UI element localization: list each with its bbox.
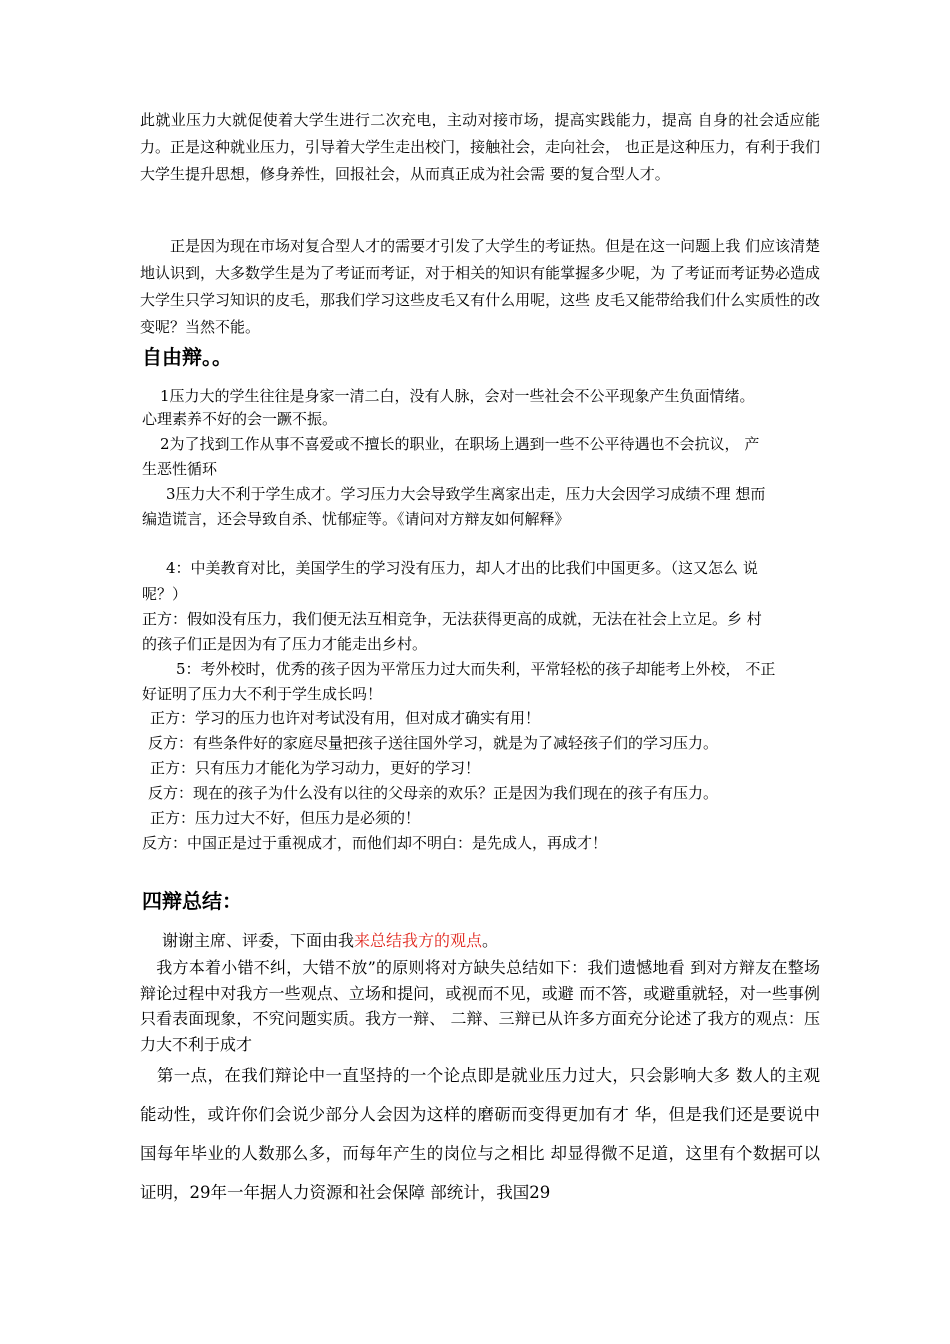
- heading-fourth-debater-summary: 四辩总结：: [142, 889, 242, 913]
- summary-thanks-end: 。: [482, 931, 499, 950]
- summary-thanks-line: [162, 930, 498, 952]
- free-debate-line: 正方：压力过大不好，但压力是必须的！: [150, 809, 421, 827]
- free-debate-line: 编造谎言，还会导致自杀、忧郁症等。《请问对方辩友如何解释》: [142, 510, 570, 528]
- free-debate-line: 呢？）: [142, 585, 188, 603]
- free-debate-line: 2为了找到工作从事不喜爱或不擅长的职业，在职场上遇到一些不公平待遇也不会抗议， 产: [160, 435, 760, 453]
- heading-free-debate: 自由辩。。: [142, 345, 232, 369]
- free-debate-line: 正方：学习的压力也许对考试没有用，但对成才确实有用！: [150, 709, 541, 727]
- free-debate-line: 4：中美教育对比，美国学生的学习没有压力，却人才出的比我们中国更多。（这又怎么 说: [166, 559, 758, 577]
- paragraph-employment-pressure: 此就业压力大就促使着大学生进行二次充电，主动对接市场，提高实践能力，提高 自身的社会适应能力。正是这种就业压力，引导着大学生走出校门，接触社会，走向社会， 也正是这种压力，有利于我们大学生提升思想，修身养性，回报社会，从而真正成为社会需 要的复合型人才。: [140, 111, 820, 183]
- free-debate-line: 正方：只有压力才能化为学习动力，更好的学习！: [150, 759, 481, 777]
- free-debate-line: 好证明了压力大不利于学生成长吗！: [142, 685, 383, 703]
- summary-highlight-text: 来总结我方的观点: [354, 931, 483, 950]
- free-debate-line: 心理素养不好的会一蹶不振。: [142, 410, 338, 428]
- free-debate-line: 1压力大的学生往往是身家一清二白，没有人脉，会对一些社会不公平现象产生负面情绪。: [160, 387, 755, 405]
- free-debate-line: 生恶性循环: [142, 460, 218, 478]
- summary-thanks-text: 谢谢主席、评委，下面由我: [162, 931, 355, 950]
- free-debate-line: 反方：现在的孩子为什么没有以往的父母亲的欢乐？正是因为我们现在的孩子有压力。: [148, 784, 719, 802]
- free-debate-line: 的孩子们正是因为有了压力才能走出乡村。: [142, 635, 428, 653]
- free-debate-line: 反方：中国正是过于重视成才，而他们却不明白：是先成人，再成才！: [142, 834, 608, 852]
- free-debate-line: 反方：有些条件好的家庭尽量把孩子送往国外学习，就是为了减轻孩子们的学习压力。: [148, 734, 719, 752]
- summary-body-paragraph: 我方本着小错不纠，大错不放”的原则将对方缺失总结如下：我们遗憾地看 到对方辩友在整场辩论过程中对我方一些观点、立场和提问，或视而不见，或避 而不答，或避重就轻，对一些事例只看表面现象，不究问题实质。我方一辩、 二辩、三辩已从许多方面充分论述了我方的观点：压力大不利于成才: [140, 958, 820, 1054]
- free-debate-line: 正方：假如没有压力，我们便无法互相竞争，无法获得更高的成就，无法在社会上立足。乡 村: [142, 610, 762, 628]
- free-debate-line: 5：考外校时，优秀的孩子因为平常压力过大而失利，平常轻松的孩子却能考上外校， 不正: [176, 660, 776, 678]
- free-debate-line: 3压力大不利于学生成才。学习压力大会导致学生离家出走，压力大会因学习成绩不理 想而: [166, 485, 766, 503]
- summary-point-one-paragraph: 第一点，在我们辩论中一直坚持的一个论点即是就业压力过大，只会影响大多 数人的主观能动性，或许你们会说少部分人会因为这样的磨砺而变得更加有才 华，但是我们还是要说中国每年毕业的人数那么多，而每年产生的岗位与之相比 却显得微不足道，这里有个数据可以证明，29年一年据人力资源和社会保障 部统计，我国29: [140, 1066, 820, 1202]
- paragraph-certificate-craze: 正是因为现在市场对复合型人才的需要才引发了大学生的考证热。但是在这一问题上我 们应该清楚地认识到，大多数学生是为了考证而考证，对于相关的知识有能掌握多少呢，为 了考证而考证势必造成大学生只学习知识的皮毛，那我们学习这些皮毛又有什么用呢，这些 皮毛又能带给我们什么实质性的改变呢？当然不能。: [140, 237, 820, 336]
